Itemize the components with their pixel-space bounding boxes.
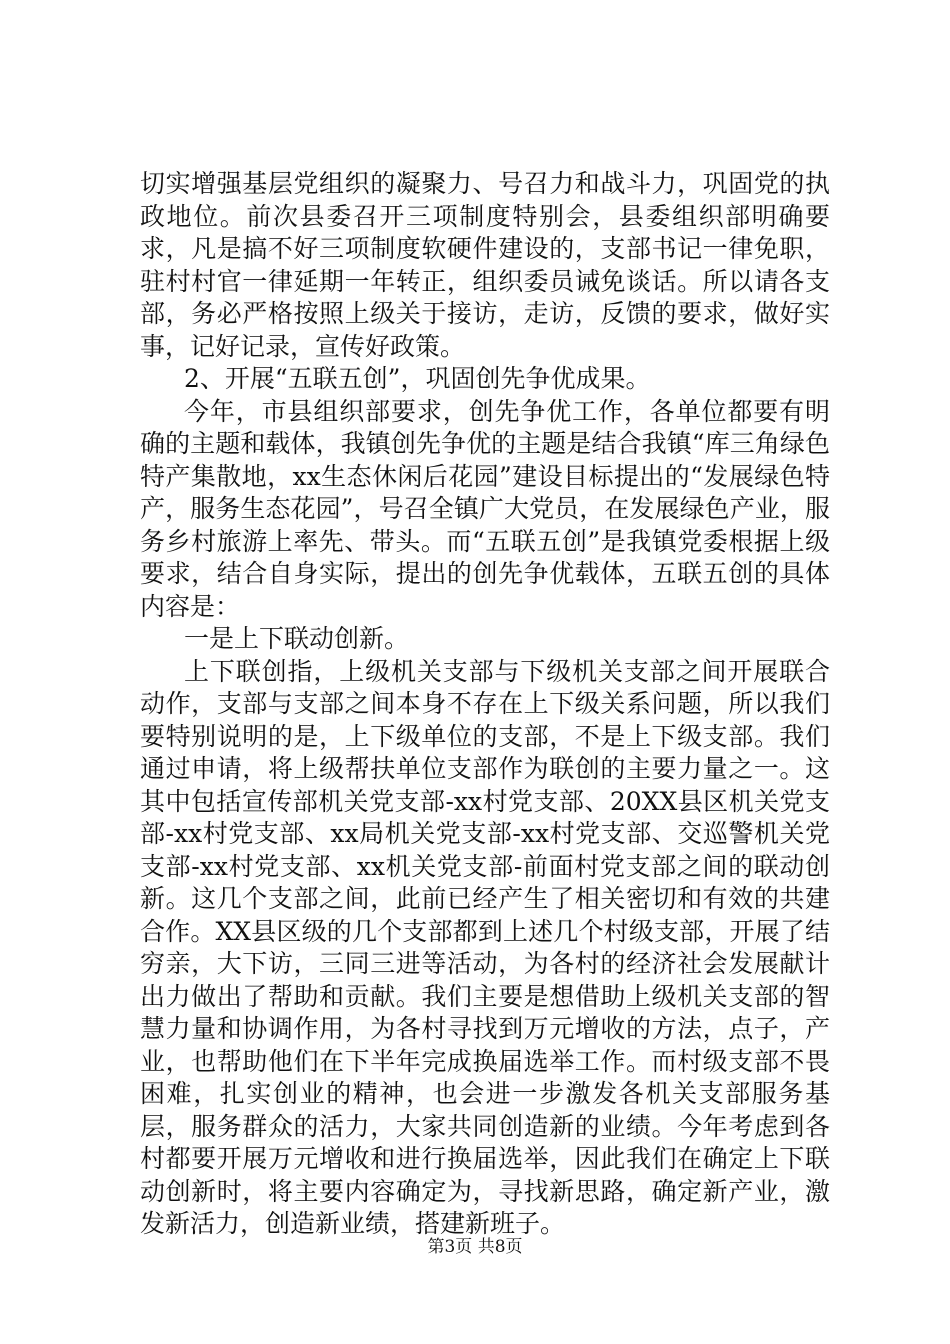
- paragraph-continuation: 切实增强基层党组织的凝聚力、号召力和战斗力，巩固党的执政地位。前次县委召开三项制度特别会，县委组织部明确要求，凡是搞不好三项制度软硬件建设的，支部书记一律免职，驻村村官一律延期一年转正，组织委员诫免谈话。所以请各支部，务必严格按照上级关于接访，走访，反馈的要求，做好实事，记好记录，宣传好政策。: [140, 169, 830, 361]
- page-number-footer: 第3页 共8页: [427, 1237, 523, 1257]
- paragraph-theme: 今年，市县组织部要求，创先争优工作，各单位都要有明确的主题和载体，我镇创先争优的主题是结合我镇“库三角绿色特产集散地，xx生态休闲后花园”建设目标提出的“发展绿色特产，服务生态花园”，号召全镇广大党员，在发展绿色产业，服务乡村旅游上率先、带头。而“五联五创”是我镇党委根据上级要求，结合自身实际，提出的创先争优载体，五联五创的具体内容是：: [140, 396, 830, 621]
- section-heading-wulian-wuchuang: 2、开展“五联五创”，巩固创先争优成果。: [184, 364, 651, 393]
- paragraph-shangxia-lianchuang: 上下联创指，上级机关支部与下级机关支部之间开展联合动作，支部与支部之间本身不存在上下级关系问题，所以我们要特别说明的是，上下级单位的支部，不是上下级支部。我们通过申请，将上级帮扶单位支部作为联创的主要力量之一。这其中包括宣传部机关党支部-xx村党支部、20XX县区机关党支部-xx村党支部、xx局机关党支部-xx村党支部、交巡警机关党支部-xx村党支部、xx机关党支部-前面村党支部之间的联动创新。这几个支部之间，此前已经产生了相关密切和有效的共建合作。XX县区级的几个支部都到上述几个村级支部，开展了结穷亲，大下访，三同三进等活动，为各村的经济社会发展献计出力做出了帮助和贡献。我们主要是想借助上级机关支部的智慧力量和协调作用，为各村寻找到万元增收的方法，点子，产业，也帮助他们在下半年完成换届选举工作。而村级支部不畏困难，扎实创业的精神，也会进一步激发各机关支部服务基层，服务群众的活力，大家共同创造新的业绩。今年考虑到各村都要开展万元增收和进行换届选举，因此我们在确定上下联动创新时，将主要内容确定为，寻找新思路，确定新产业，激发新活力，创造新业绩，搭建新班子。: [140, 656, 830, 1238]
- document-body: [140, 168, 830, 1241]
- subheading-shangxia-liandong: 一是上下联动创新。: [184, 624, 410, 653]
